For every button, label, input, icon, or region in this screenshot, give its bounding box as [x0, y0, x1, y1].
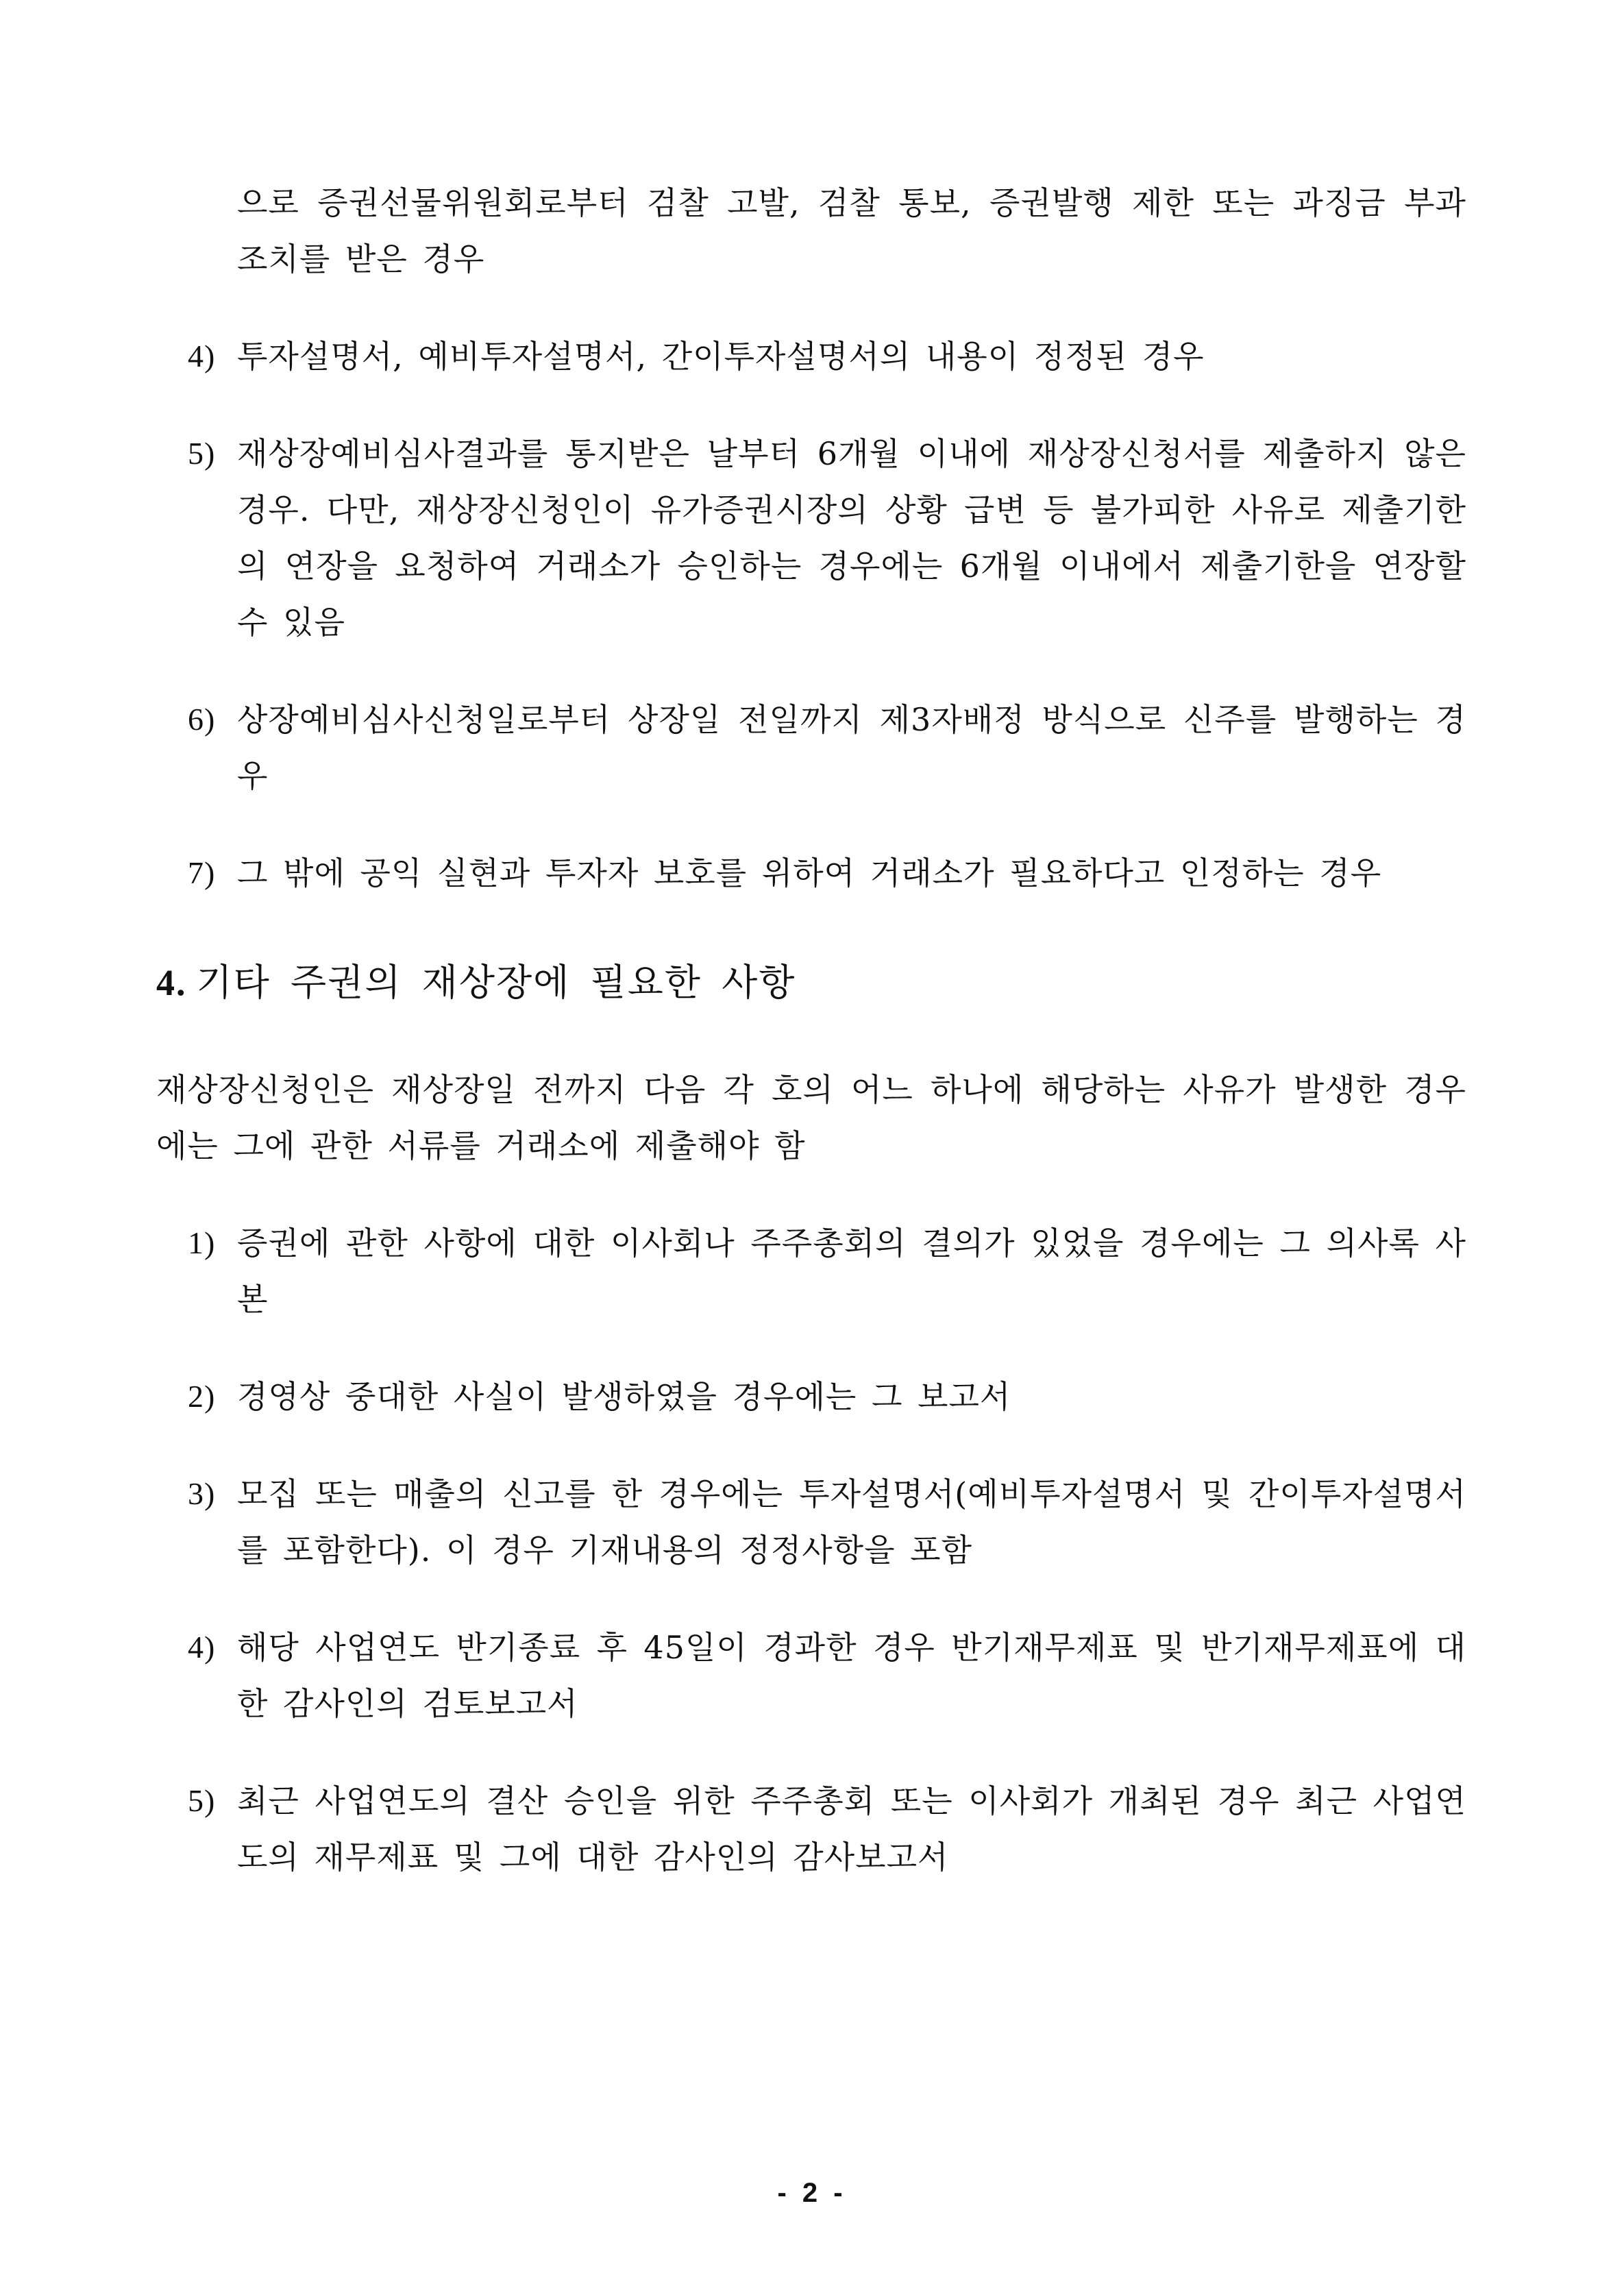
- list-item-number: 6): [188, 702, 216, 737]
- list-item: [156, 328, 1466, 384]
- list-item-number: 2): [188, 1379, 216, 1414]
- list-item-number: 7): [188, 855, 216, 890]
- list-item-number: 4): [188, 1630, 216, 1665]
- list-item-text: 상장예비심사신청일로부터 상장일 전일까지 제3자배정 방식으로 신주를 발행하는 경우: [237, 701, 1466, 794]
- list-item-text: 모집 또는 매출의 신고를 한 경우에는 투자설명서(예비투자설명서 및 간이투자설명서를 포함한다). 이 경우 기재내용의 정정사항을 포함: [237, 1475, 1466, 1569]
- list-item-number: 5): [188, 436, 216, 471]
- list-item: [156, 845, 1466, 901]
- section-title: 기타 주권의 재상장에 필요한 사항: [196, 961, 796, 1004]
- intro-paragraph: 재상장신청인은 재상장일 전까지 다음 각 호의 어느 하나에 해당하는 사유가 발생한 경우에는 그에 관한 서류를 거래소에 제출해야 함: [156, 1071, 1466, 1164]
- section-number: 4.: [156, 962, 187, 1003]
- section-heading: [156, 952, 1466, 1014]
- list-item-text: 해당 사업연도 반기종료 후 45일이 경과한 경우 반기재무제표 및 반기재무제표에 대한 감사인의 검토보고서: [237, 1629, 1466, 1722]
- list-item-text: 투자설명서, 예비투자설명서, 간이투자설명서의 내용이 정정된 경우: [237, 338, 1205, 375]
- list-item: [156, 1215, 1466, 1327]
- list-item: [156, 426, 1466, 650]
- list-item: [156, 1369, 1466, 1425]
- list-item-text: 증권에 관한 사항에 대한 이사회나 주주총회의 결의가 있었을 경우에는 그 의사록 사본: [237, 1225, 1466, 1318]
- list-item: [156, 1619, 1466, 1732]
- page-number: - 2 -: [777, 2178, 847, 2208]
- list-item-text: 최근 사업연도의 결산 승인을 위한 주주총회 또는 이사회가 개최된 경우 최근 사업연도의 재무제표 및 그에 대한 감사인의 감사보고서: [237, 1782, 1466, 1876]
- continuation-paragraph: 으로 증권선물위원회로부터 검찰 고발, 검찰 통보, 증권발행 제한 또는 과징금 부과 조치를 받은 경우: [237, 184, 1466, 278]
- list-item-number: 3): [188, 1476, 216, 1511]
- list-item-number: 1): [188, 1225, 216, 1260]
- list-item-text: 경영상 중대한 사실이 발생하였을 경우에는 그 보고서: [237, 1378, 1011, 1415]
- list-item: [156, 691, 1466, 804]
- list-item: [156, 1466, 1466, 1578]
- list-item: [156, 1773, 1466, 1885]
- document-page: [156, 175, 1466, 1885]
- list-item-text: 재상장예비심사결과를 통지받은 날부터 6개월 이내에 재상장신청서를 제출하지 않은 경우. 다만, 재상장신청인이 유가증권시장의 상황 급변 등 불가피한 사유로 제출기한의 연장을 요청하여 거래소가 승인하는 경우에는 6개월 이내에서 제출기한을 연장할 수 있음: [237, 435, 1466, 641]
- list-item-number: 4): [188, 339, 216, 373]
- list-item-number: 5): [188, 1783, 216, 1818]
- list-item-text: 그 밖에 공익 실현과 투자자 보호를 위하여 거래소가 필요하다고 인정하는 경우: [237, 855, 1382, 892]
